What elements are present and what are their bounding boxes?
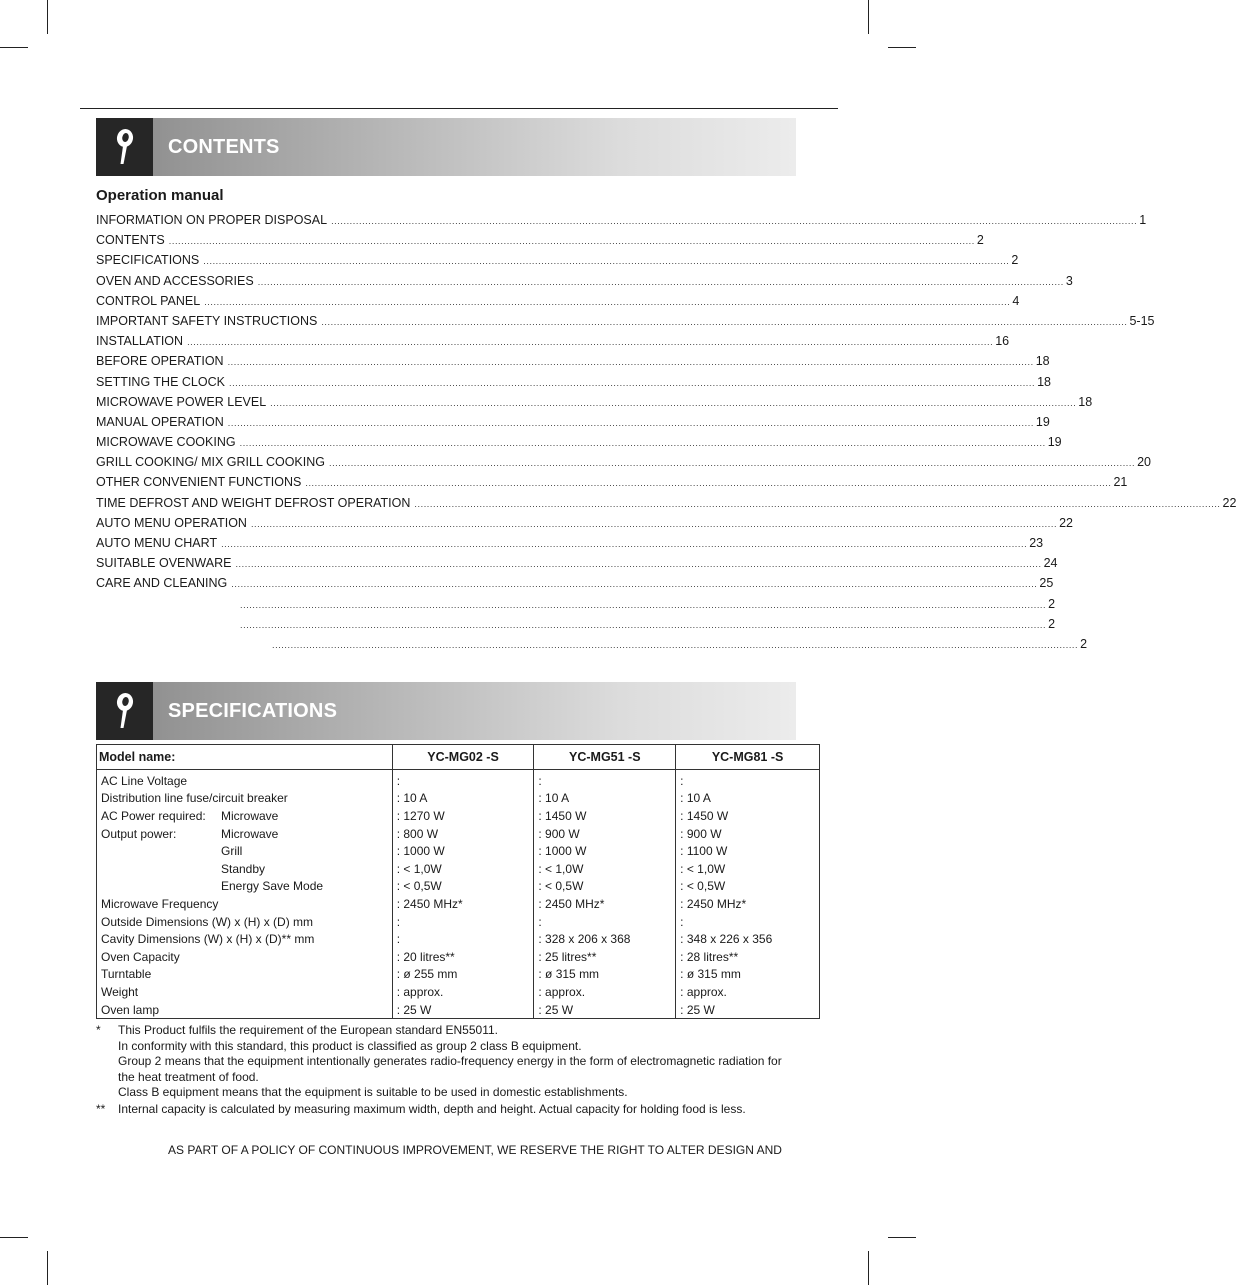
toc-page-number: 21 xyxy=(1113,475,1128,490)
model-name-header: Model name: xyxy=(97,745,393,770)
spec-value: : < 0,5W xyxy=(676,878,820,896)
toc-page-number: 25 xyxy=(1039,576,1054,591)
spec-value: : < 1,0W xyxy=(676,860,820,878)
spec-parameter-label: Turntable xyxy=(101,967,152,982)
footnote xyxy=(96,1102,801,1118)
toc-page-number: 5-15 xyxy=(1129,313,1155,328)
spec-row xyxy=(97,807,820,825)
toc-entry-label: SPECIFICATIONS xyxy=(96,253,200,268)
crop-mark xyxy=(0,1237,28,1238)
footnote-marker: * xyxy=(96,1023,101,1037)
spec-value: : 20 litres** xyxy=(392,948,534,966)
toc-leader-dots: .................................................................................................................................................................................................................................................................... xyxy=(270,397,1077,408)
spec-value: : approx. xyxy=(676,983,820,1001)
footnote xyxy=(96,1023,801,1101)
spec-value: : xyxy=(392,913,534,931)
spec-row xyxy=(97,878,820,896)
toc-entry-label: IMPORTANT SAFETY INSTRUCTIONS xyxy=(96,313,318,328)
spec-row xyxy=(97,770,820,790)
spec-parameter xyxy=(97,895,393,913)
spec-value: : < 1,0W xyxy=(392,860,534,878)
toc-entry xyxy=(96,293,1020,314)
spec-parameter xyxy=(97,842,393,860)
toc-leader-dots: .................................................................................................................................................................................................................................................................... xyxy=(321,316,1128,327)
toc-entry-label: OVEN AND ACCESSORIES xyxy=(96,273,254,288)
header-rule xyxy=(80,108,838,109)
toc-entry xyxy=(96,253,1019,273)
spec-value: : 10 A xyxy=(676,790,820,808)
spec-parameter-sublabel: Microwave xyxy=(221,826,279,841)
spec-value: : < 0,5W xyxy=(534,878,676,896)
toc-leader-dots: .................................................................................................................................................................................................................................................................... xyxy=(203,256,1010,267)
spec-row xyxy=(97,913,820,931)
spec-parameter xyxy=(97,860,393,878)
toc-leader-dots: .................................................................................................................................................................................................................................................................... xyxy=(240,599,1047,610)
spec-parameter-label: Cavity Dimensions (W) x (H) x (D)** mm xyxy=(101,932,315,947)
spec-value: : approx. xyxy=(392,983,534,1001)
toc-entry xyxy=(96,374,1051,395)
toc-entry xyxy=(96,213,1147,233)
toc-page-number: 3 xyxy=(1065,273,1073,288)
toc-leader-dots: .................................................................................................................................................................................................................................................................... xyxy=(305,478,1112,489)
spec-parameter xyxy=(97,1001,393,1019)
spec-parameter xyxy=(97,930,393,948)
toc-page-number: 2 xyxy=(976,233,984,248)
model-column-header: YC-MG02 -S xyxy=(392,745,534,770)
toc-entry xyxy=(96,313,1155,334)
toc-page-number: 19 xyxy=(1047,435,1062,450)
toc-entry-label: TIME DEFROST AND WEIGHT DEFROST OPERATION xyxy=(96,495,411,510)
footnote-text: Internal capacity is calculated by measuring maximum width, depth and height. Actual capacity for holding food is less. xyxy=(118,1101,746,1116)
footnote-text: Class B equipment means that the equipment is suitable to be used in domestic establishments. xyxy=(118,1085,628,1100)
toc-leader-dots: .................................................................................................................................................................................................................................................................... xyxy=(227,417,1034,428)
toc-entry xyxy=(96,556,1058,576)
spec-value: : 800 W xyxy=(392,825,534,843)
spec-row xyxy=(97,825,820,843)
footnote-text: Group 2 means that the equipment intentionally generates radio-frequency energy in the form of electromagnetic radiation for the heat treatment of food. xyxy=(118,1054,782,1084)
spec-parameter-label: Oven lamp xyxy=(101,1002,160,1017)
toc-entry-label: INFORMATION ON PROPER DISPOSAL xyxy=(96,213,328,227)
spec-parameter-sublabel: Microwave xyxy=(221,808,279,823)
toc-page-number: 2 xyxy=(1048,596,1056,611)
spec-parameter xyxy=(97,948,393,966)
toc-leader-dots: .................................................................................................................................................................................................................................................................... xyxy=(204,296,1011,307)
spec-value: : 1450 W xyxy=(676,807,820,825)
spec-value: : ø 315 mm xyxy=(676,966,820,984)
spec-parameter xyxy=(97,770,393,790)
crop-mark xyxy=(868,1251,869,1285)
spec-row xyxy=(97,790,820,808)
toc-entry-label: MICROWAVE COOKING xyxy=(96,435,236,450)
spec-parameter-label: Oven Capacity xyxy=(101,949,180,964)
spec-parameter-sublabel: Grill xyxy=(221,844,243,859)
toc-entry xyxy=(96,596,1056,617)
toc-leader-dots: .................................................................................................................................................................................................................................................................... xyxy=(187,337,994,348)
toc-page-number: 18 xyxy=(1037,374,1051,389)
spec-value: : 1450 W xyxy=(534,807,676,825)
contents-banner xyxy=(96,118,796,176)
spec-value: : 25 litres** xyxy=(534,948,676,966)
toc-entry xyxy=(96,455,1152,475)
spec-value: : xyxy=(392,930,534,948)
specifications-banner xyxy=(96,682,796,740)
spec-parameter-label: AC Line Voltage xyxy=(101,773,188,788)
toc-entry-label: CONTENTS xyxy=(96,233,165,248)
toc-page-number: 22 xyxy=(1059,515,1073,530)
spec-parameter-label: AC Power required: xyxy=(101,808,206,823)
spec-value: : 2450 MHz* xyxy=(676,895,820,913)
spec-parameter-sublabel: Standby xyxy=(221,861,266,876)
toc-page-number: 20 xyxy=(1137,455,1152,470)
spec-parameter-label xyxy=(101,879,221,893)
specifications-table xyxy=(96,744,820,1019)
toc-entry-label: GRILL COOKING/ MIX GRILL COOKING xyxy=(96,455,325,470)
operation-manual-heading: Operation manual xyxy=(96,187,224,204)
spec-row xyxy=(97,930,820,948)
spec-value: : 328 x 206 x 368 xyxy=(534,930,676,948)
spec-parameter-label: Outside Dimensions (W) x (H) x (D) mm xyxy=(101,914,314,929)
toc-leader-dots: .................................................................................................................................................................................................................................................................... xyxy=(257,276,1064,287)
spec-parameter-label: Output power: xyxy=(101,826,177,841)
spec-row xyxy=(97,966,820,984)
toc-page-number: 16 xyxy=(995,334,1010,349)
toc-entry-label: AUTO MENU CHART xyxy=(96,536,218,550)
toc-leader-dots: .................................................................................................................................................................................................................................................................... xyxy=(272,639,1079,650)
spec-row xyxy=(97,842,820,860)
toc-entry-label: BEFORE OPERATION xyxy=(96,354,224,369)
toc-entry xyxy=(96,394,1093,415)
toc-entry-label: SETTING THE CLOCK xyxy=(96,374,225,389)
toc-leader-dots: .................................................................................................................................................................................................................................................................... xyxy=(250,518,1058,529)
toc-leader-dots: .................................................................................................................................................................................................................................................................... xyxy=(331,216,1138,226)
spec-value: : 28 litres** xyxy=(676,948,820,966)
info-icon xyxy=(96,118,153,176)
toc-entry-label: CARE AND CLEANING xyxy=(96,576,228,591)
crop-mark xyxy=(888,1237,916,1238)
spec-value: : 1000 W xyxy=(534,842,676,860)
footnote-text: This Product fulfils the requirement of the European standard EN55011. xyxy=(118,1023,498,1037)
footnote-marker: ** xyxy=(96,1101,106,1116)
spec-value: : 2450 MHz* xyxy=(534,895,676,913)
spec-value: : 2450 MHz* xyxy=(392,895,534,913)
toc-entry-label: INSTALLATION xyxy=(96,334,184,349)
toc-entry xyxy=(96,576,1054,596)
spec-row xyxy=(97,948,820,966)
toc-page-number: 24 xyxy=(1043,556,1058,571)
table-of-contents xyxy=(96,213,1236,657)
toc-entry-label: MANUAL OPERATION xyxy=(96,414,224,429)
toc-leader-dots: .................................................................................................................................................................................................................................................................... xyxy=(221,539,1028,549)
spec-parameter-sublabel: Energy Save Mode xyxy=(221,879,324,894)
toc-entry xyxy=(96,475,1128,495)
crop-mark xyxy=(0,47,28,48)
spec-parameter-label: Weight xyxy=(101,984,139,999)
spec-value: : < 0,5W xyxy=(392,878,534,896)
spec-value: : 900 W xyxy=(676,825,820,843)
toc-entry-label: SUITABLE OVENWARE xyxy=(96,556,232,571)
toc-page-number: 2 xyxy=(1048,616,1056,631)
toc-leader-dots: .................................................................................................................................................................................................................................................................... xyxy=(228,377,1036,388)
spec-value: : 1000 W xyxy=(392,842,534,860)
toc-entry-label: AUTO MENU OPERATION xyxy=(96,515,247,530)
spec-value: : 1100 W xyxy=(676,842,820,860)
toc-entry xyxy=(96,536,1044,556)
toc-page-number: 2 xyxy=(1011,253,1019,268)
crop-mark xyxy=(868,0,869,34)
toc-entry xyxy=(96,233,984,253)
spec-parameter-label: Microwave Frequency xyxy=(101,896,219,911)
crop-mark xyxy=(47,1251,48,1285)
spec-value: : 25 W xyxy=(392,1001,534,1019)
toc-entry xyxy=(96,636,1088,657)
table-header-row xyxy=(97,745,820,770)
toc-page-number: 18 xyxy=(1078,394,1093,409)
spec-parameter xyxy=(97,913,393,931)
toc-entry xyxy=(96,515,1073,536)
spec-parameter xyxy=(97,825,393,843)
toc-entry xyxy=(96,273,1073,294)
toc-leader-dots: .................................................................................................................................................................................................................................................................... xyxy=(414,498,1221,509)
toc-entry xyxy=(96,354,1050,374)
info-icon xyxy=(96,682,153,740)
footnote-text: In conformity with this standard, this product is classified as group 2 class B equipment. xyxy=(118,1038,582,1053)
toc-page-number: 19 xyxy=(1035,414,1050,429)
toc-entry xyxy=(96,435,1062,455)
toc-leader-dots: .................................................................................................................................................................................................................................................................... xyxy=(227,357,1034,368)
spec-value: : 10 A xyxy=(534,790,676,808)
spec-value: : 900 W xyxy=(534,825,676,843)
toc-page-number: 4 xyxy=(1012,293,1020,308)
spec-parameter-label xyxy=(101,862,221,876)
spec-parameter xyxy=(97,807,393,825)
spec-value: : xyxy=(534,913,676,931)
footnotes xyxy=(96,1023,801,1119)
toc-page-number: 18 xyxy=(1035,354,1050,369)
spec-value: : ø 255 mm xyxy=(392,966,534,984)
spec-parameter xyxy=(97,983,393,1001)
spec-value: : approx. xyxy=(534,983,676,1001)
spec-row xyxy=(97,895,820,913)
toc-entry xyxy=(96,616,1056,637)
toc-leader-dots: .................................................................................................................................................................................................................................................................... xyxy=(235,559,1042,570)
spec-value: : xyxy=(392,770,534,790)
spec-parameter xyxy=(97,790,393,808)
spec-row xyxy=(97,1001,820,1019)
toc-entry xyxy=(96,414,1050,435)
spec-parameter-label: Distribution line fuse/circuit breaker xyxy=(101,791,288,806)
spec-value: : xyxy=(676,913,820,931)
spec-value: : xyxy=(676,770,820,790)
spec-parameter xyxy=(97,966,393,984)
specifications-title: SPECIFICATIONS xyxy=(168,700,338,722)
toc-leader-dots: .................................................................................................................................................................................................................................................................... xyxy=(168,236,975,247)
toc-entry-label: MICROWAVE POWER LEVEL xyxy=(96,394,267,409)
toc-entry-label: OTHER CONVENIENT FUNCTIONS xyxy=(96,475,302,490)
spec-value: : ø 315 mm xyxy=(534,966,676,984)
footer-disclaimer: AS PART OF A POLICY OF CONTINUOUS IMPROVEMENT, WE RESERVE THE RIGHT TO ALTER DESIGN AND xyxy=(168,1143,782,1157)
spec-value: : 25 W xyxy=(534,1001,676,1019)
model-column-header: YC-MG51 -S xyxy=(534,745,676,770)
spec-parameter xyxy=(97,878,393,896)
toc-leader-dots: .................................................................................................................................................................................................................................................................... xyxy=(239,438,1046,449)
contents-title: CONTENTS xyxy=(168,136,280,158)
toc-entry xyxy=(96,495,1236,516)
spec-value: : < 1,0W xyxy=(534,860,676,878)
spec-parameter-label xyxy=(101,844,221,858)
toc-page-number: 2 xyxy=(1080,636,1088,651)
toc-page-number: 22 xyxy=(1222,495,1236,510)
spec-row xyxy=(97,983,820,1001)
crop-mark xyxy=(888,47,916,48)
toc-page-number: 1 xyxy=(1139,213,1147,227)
spec-value: : xyxy=(534,770,676,790)
spec-value: : 10 A xyxy=(392,790,534,808)
toc-leader-dots: .................................................................................................................................................................................................................................................................... xyxy=(240,619,1047,630)
model-column-header: YC-MG81 -S xyxy=(676,745,820,770)
spec-value: : 348 x 226 x 356 xyxy=(676,930,820,948)
spec-value: : 1270 W xyxy=(392,807,534,825)
toc-entry-label: CONTROL PANEL xyxy=(96,293,201,308)
toc-page-number: 23 xyxy=(1029,536,1044,550)
toc-leader-dots: .................................................................................................................................................................................................................................................................... xyxy=(328,458,1136,469)
toc-entry xyxy=(96,334,1010,354)
toc-leader-dots: .................................................................................................................................................................................................................................................................... xyxy=(231,579,1038,590)
spec-value: : 25 W xyxy=(676,1001,820,1019)
crop-mark xyxy=(47,0,48,34)
spec-row xyxy=(97,860,820,878)
